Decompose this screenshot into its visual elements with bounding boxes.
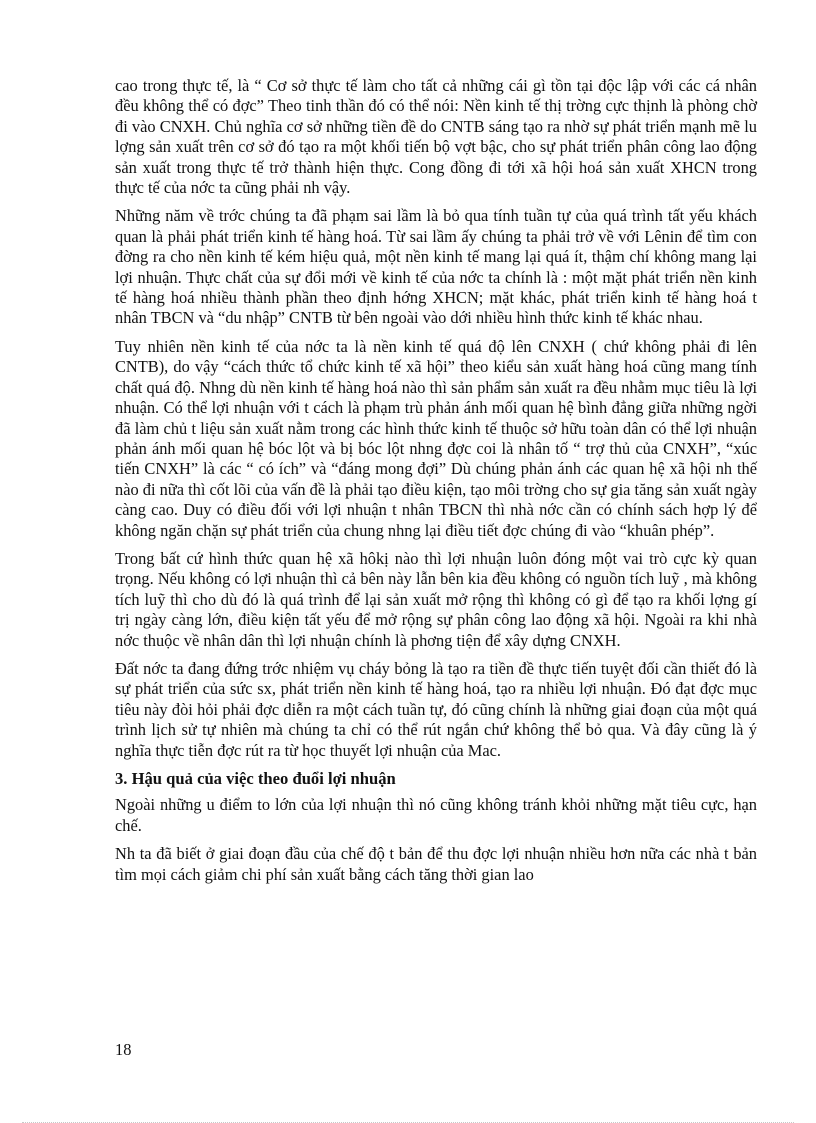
paragraph-6: Ngoài những u điểm to lớn của lợi nhuận thì nó cũng không tránh khỏi những mặt tiêu cực, hạn chế. (115, 795, 757, 835)
paragraph-5: Đất nớc ta đang đứng trớc nhiệm vụ cháy bỏng là tạo ra tiền đề thực tiến tuyệt đối cần thiết đó là sự phát triển của sức sx, phát triển nền kinh tế hàng hoá, tạo ra nhiều lợi nhuận. Đó đạt đợc mục tiêu này đòi hỏi phải đợc diễn ra một cách tuần tự, đó cũng chính là những giai đoạn của một quá trình lịch sử tự nhiên mà chúng ta chỉ có thể rút ngắn chứ không thể bỏ qua. Và đây cũng là ý nghĩa thực tiễn đợc rút ra từ học thuyết lợi nhuận của Mac. (115, 658, 757, 760)
page-number: 18 (115, 1040, 132, 1059)
section-heading: 3. Hậu quả của việc theo đuổi lợi nhuận (115, 769, 396, 788)
paragraph-7: Nh ta đã biết ở giai đoạn đầu của chế độ t bản để thu đợc lợi nhuận nhiều hơn nữa các nhà t bản tìm mọi cách giảm chi phí sản xuất bằng cách tăng thời gian lao (115, 844, 757, 884)
paragraph-4: Trong bất cứ hình thức quan hệ xã hôkị nào thì lợi nhuận luôn đóng một vai trò cực kỳ quan trọng. Nếu không có lợi nhuận thì cả bên này lẫn bên kia đều không có nguồn tích luỹ , mà không tích luỹ thì cho dù đó là quá trình để lại sản xuất mở rộng thì không có gì để tạo ra khối lợng gí trị ngày càng lớn, điều kiện tất yếu để mở rộng sự phân công lao động xã hội. Ngoài ra khi nhà nớc thuộc về nhân dân thì lợi nhuận chính là phơng tiện để xây dựng CNXH. (115, 548, 757, 650)
paragraph-3: Tuy nhiên nền kinh tế của nớc ta là nền kinh tế quá độ lên CNXH ( chứ không phải đi lên CNTB), do vậy “cách thức tổ chức kinh tế xã hội” theo kiểu sản xuất hàng hoá cũng mang tính chất quá độ. Nhng dù nền kinh tế hàng hoá nào thì sản phẩm sản xuất ra đều nhằm mục tiêu là lợi nhuận. Có thể lợi nhuận với t cách là phạm trù phản ánh mối quan hệ bình đẳng giữa những ngời đã làm chủ t liệu sản xuất nằm trong các hình thức kinh tế thuộc sở hữu toàn dân có thể lợi nhuận phản ánh mối quan hệ bóc lột và bị bóc lột nhng đợc coi là nhân tố “ trợ thủ của CNXH”, “xúc tiến CNXH” là các “ có ích” và “đáng mong đợi” Dù chúng phản ánh các quan hệ xã hội nh thế nào đi nữa thì cốt lõi của vấn đề là phải tạo điều kiện, tạo môi trờng cho sự gia tăng sản xuất ngày càng cao. Duy có điều đối với lợi nhuận t nhân TBCN thì nhà nớc cần có chính sách hợp lý để không ngăn chặn sự phát triển của chung nhng lại điều tiết đợc chúng đi vào “khuân phép”. (115, 336, 757, 540)
paragraph-2: Những năm về trớc chúng ta đã phạm sai lầm là bỏ qua tính tuần tự của quá trình tất yếu khách quan là phải phát triển kinh tế hàng hoá. Từ sai lầm ấy chúng ta phải trở về với Lênin để tìm con đờng ra cho nền kinh tế kém hiệu quả, một nền kinh tế mang lại quá ít, thậm chí không mang lại lợi nhuận. Thực chất của sự đổi mới về kinh tế của nớc ta chính là : một mặt phát triển nền kinh tế hàng hoá nhiều thành phần theo định hớng XHCN; mặt khác, phát triển kinh tế hàng hoá t nhân TBCN và “du nhập” CNTB từ bên ngoài vào dới nhiều hình thức kinh tế khác nhau. (115, 206, 757, 328)
document-page (115, 76, 757, 892)
paragraph-1: cao trong thực tế, là “ Cơ sở thực tế làm cho tất cả những cái gì tồn tại độc lập với các cá nhân đều không thể có đợc” Theo tinh thần đó có thể nói: Nền kinh tế thị trờng cực thịnh là phòng chờ đi vào CNXH. Chủ nghĩa cơ sở những tiền đề do CNTB sáng tạo ra nhờ sự phát triển mạnh mẽ lu lợng sản xuất trên cơ sở đó tạo ra một khối tiến bộ vợt bậc, cho sự phát triển phân công lao động sản xuất trong thực tế trở thành hiện thực. Cong đồng đi tới xã hội hoá sản xuất XHCN trong thực tế của nớc ta cũng phải nh vậy. (115, 76, 757, 198)
